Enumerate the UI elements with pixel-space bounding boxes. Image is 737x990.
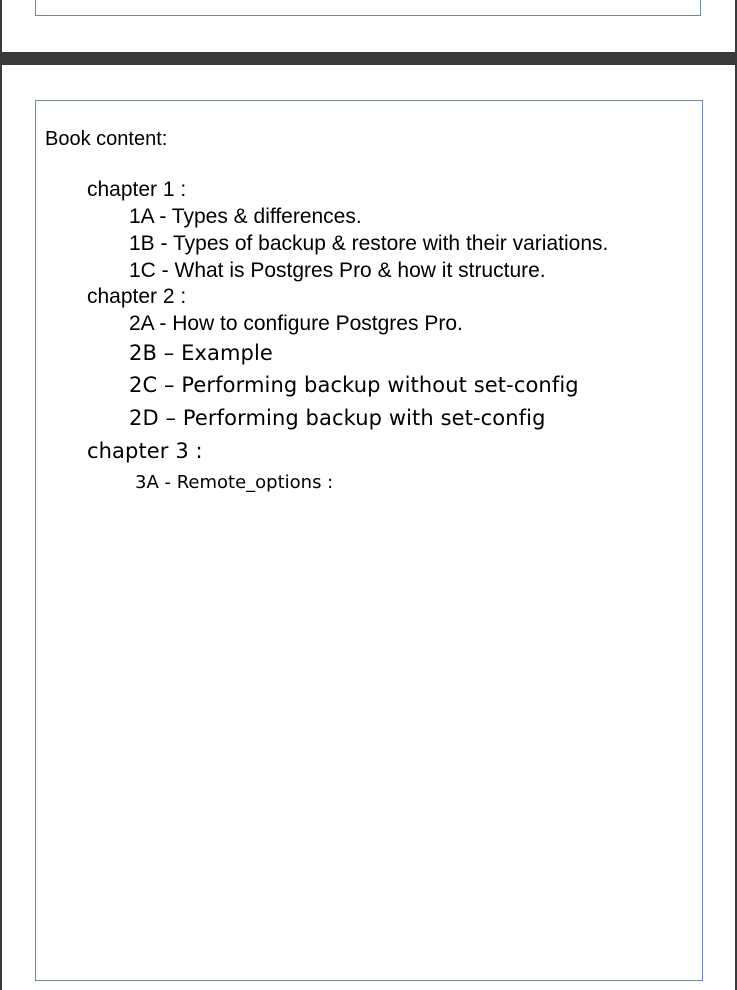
toc-item-1a: 1A - Types & differences. (129, 205, 362, 228)
page-separator (0, 52, 737, 65)
toc-item-1c: 1C - What is Postgres Pro & how it structure. (129, 259, 546, 282)
previous-page-frame (35, 0, 701, 16)
toc-chapter-1: chapter 1 : (87, 178, 187, 201)
toc-item-2c: 2C – Performing backup without set-config (129, 373, 579, 397)
toc-item-2d: 2D – Performing backup with set-config (129, 406, 546, 430)
toc-chapter-3: chapter 3 : (87, 439, 203, 463)
toc-chapter-2: chapter 2 : (87, 285, 187, 308)
book-content-heading: Book content: (45, 128, 168, 150)
toc-item-3a: 3A - Remote_options : (135, 472, 334, 493)
toc-item-2b: 2B – Example (129, 341, 273, 365)
toc-item-2a: 2A - How to configure Postgres Pro. (129, 312, 463, 335)
toc-item-1b: 1B - Types of backup & restore with their variations. (129, 232, 609, 255)
viewport-left-edge (0, 0, 2, 990)
